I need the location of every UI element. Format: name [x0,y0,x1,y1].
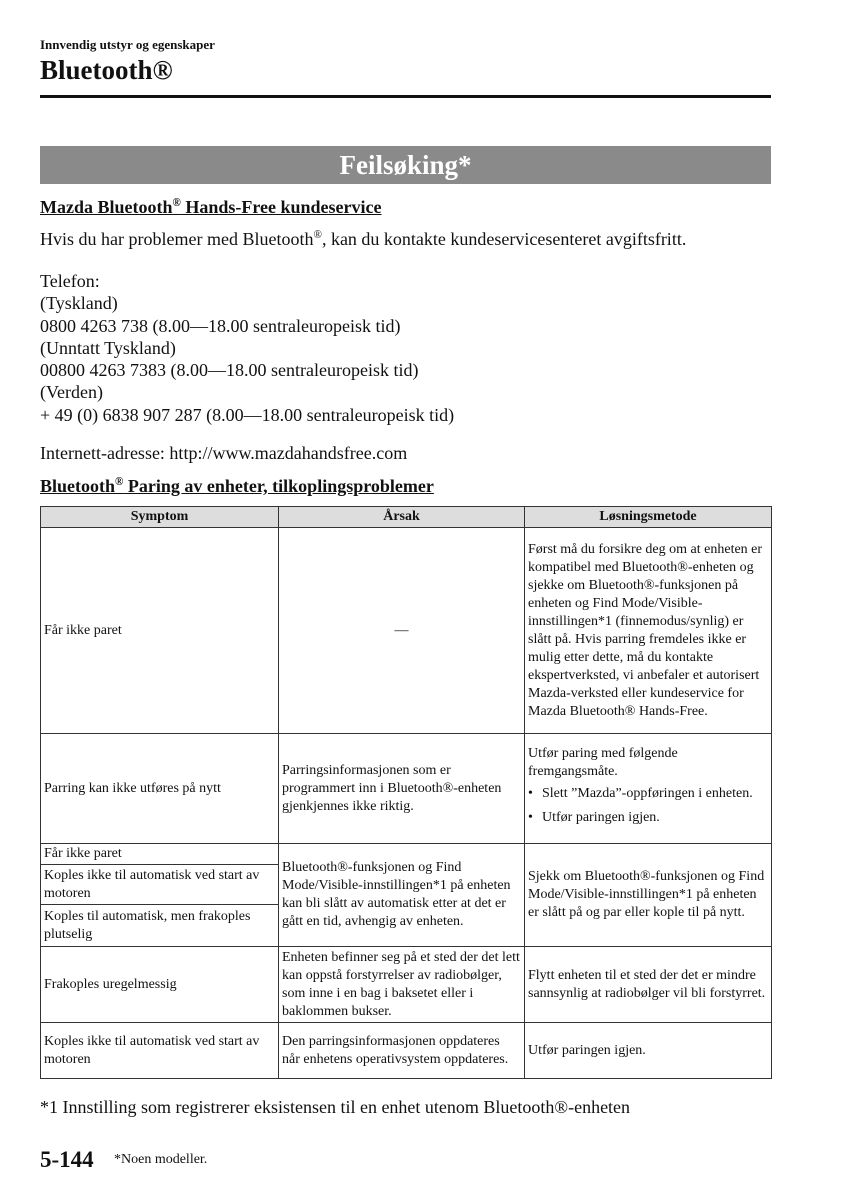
solution-steps [528,785,768,827]
table-row [41,1023,772,1079]
list-item: • Utfør paringen igjen. [542,809,768,827]
troubleshooting-table [40,506,772,1079]
symptom-cell: Koples til automatisk, men frakoples plutselig [41,905,279,947]
solution-cell: Utfør paringen igjen. [525,1023,772,1079]
section-label: Innvendig utstyr og egenskaper [40,37,215,52]
symptom-cell: Får ikke paret [41,844,279,865]
cause-cell: Bluetooth®-funksjonen og Find Mode/Visible-innstillingen*1 på enheten kan bli slått av automatisk etter at det er gått en tid, avhengig av enheten. [279,844,525,947]
contact-line: + 49 (0) 6838 907 287 (8.00—18.00 sentraleuropeisk tid) [40,404,455,425]
title-divider [40,95,771,98]
service-intro: Hvis du har problemer med Bluetooth®, kan du kontakte kundeservicesenteret avgiftsfritt. [40,228,687,249]
solution-cell: Flytt enheten til et sted der det er mindre sannsynlig at radiobølger vil bli forstyrret. [525,947,772,1023]
cause-cell: Enheten befinner seg på et sted der det lett kan oppstå forstyrrelser av radiobølger, som inne i en bag i baksetet eller i baklommen bukser. [279,947,525,1023]
contact-line: (Verden) [40,382,103,403]
contact-line: (Unntatt Tyskland) [40,337,176,358]
page-number: 5-144 [40,1147,94,1172]
contact-block [40,270,454,426]
internet-address: Internett-adresse: http://www.mazdahandsfree.com [40,443,408,463]
cause-cell: — [279,528,525,734]
symptom-cell: Koples ikke til automatisk ved start av motoren [41,865,279,905]
cause-cell: Den parringsinformasjonen oppdateres når enhetens operativsystem oppdateres. [279,1023,525,1079]
symptom-cell: Får ikke paret [41,528,279,734]
list-item: • Slett ”Mazda”-oppføringen i enheten. [542,785,768,803]
contact-line: 00800 4263 7383 (8.00—18.00 sentraleuropeisk tid) [40,360,419,381]
table-row [41,947,772,1023]
model-note: *Noen modeller. [114,1152,208,1167]
table-row [41,844,772,865]
table-row [41,528,772,734]
symptom-cell: Parring kan ikke utføres på nytt [41,734,279,844]
column-header: Løsningsmetode [525,507,772,528]
page-title: Bluetooth® [40,55,173,85]
table-header-row [41,507,772,528]
solution-cell: Sjekk om Bluetooth®-funksjonen og Find Mode/Visible-innstillingen*1 på enheten er slått på og par eller kople til på nytt. [525,844,772,947]
footnote: *1 Innstilling som registrerer eksistensen til en enhet utenom Bluetooth®-enheten [40,1097,631,1117]
solution-cell: Først må du forsikre deg om at enheten er kompatibel med Bluetooth®-enheten og sjekke om Bluetooth®-funksjonen på enheten og Find Mode/Visible-innstillingen*1 (finnemodus/synlig) er slått på. Hvis parring fremdeles ikke er mulig etter dette, må du kontakte ekspertverksted, vi anbefaler et autorisert Mazda-verksted eller kundeservice for Mazda Bluetooth® Hands-Free. [525,528,772,734]
solution-cell [525,734,772,844]
contact-line: Telefon: [40,271,100,291]
contact-line: (Tyskland) [40,293,118,314]
service-heading: Mazda Bluetooth® Hands-Free kundeservice [40,196,382,217]
column-header: Årsak [279,507,525,528]
pairing-heading: Bluetooth® Paring av enheter, tilkoplingsproblemer [40,475,434,496]
column-header: Symptom [41,507,279,528]
contact-line: 0800 4263 738 (8.00—18.00 sentraleuropeisk tid) [40,315,401,336]
symptom-cell: Frakoples uregelmessig [41,947,279,1023]
troubleshooting-banner: Feilsøking* [40,146,771,184]
symptom-cell: Koples ikke til automatisk ved start av motoren [41,1023,279,1079]
table-row [41,734,772,844]
solution-intro: Utfør paring med følgende fremgangsmåte. [528,745,678,779]
cause-cell: Parringsinformasjonen som er programmert inn i Bluetooth®-enheten gjenkjennes ikke riktig. [279,734,525,844]
